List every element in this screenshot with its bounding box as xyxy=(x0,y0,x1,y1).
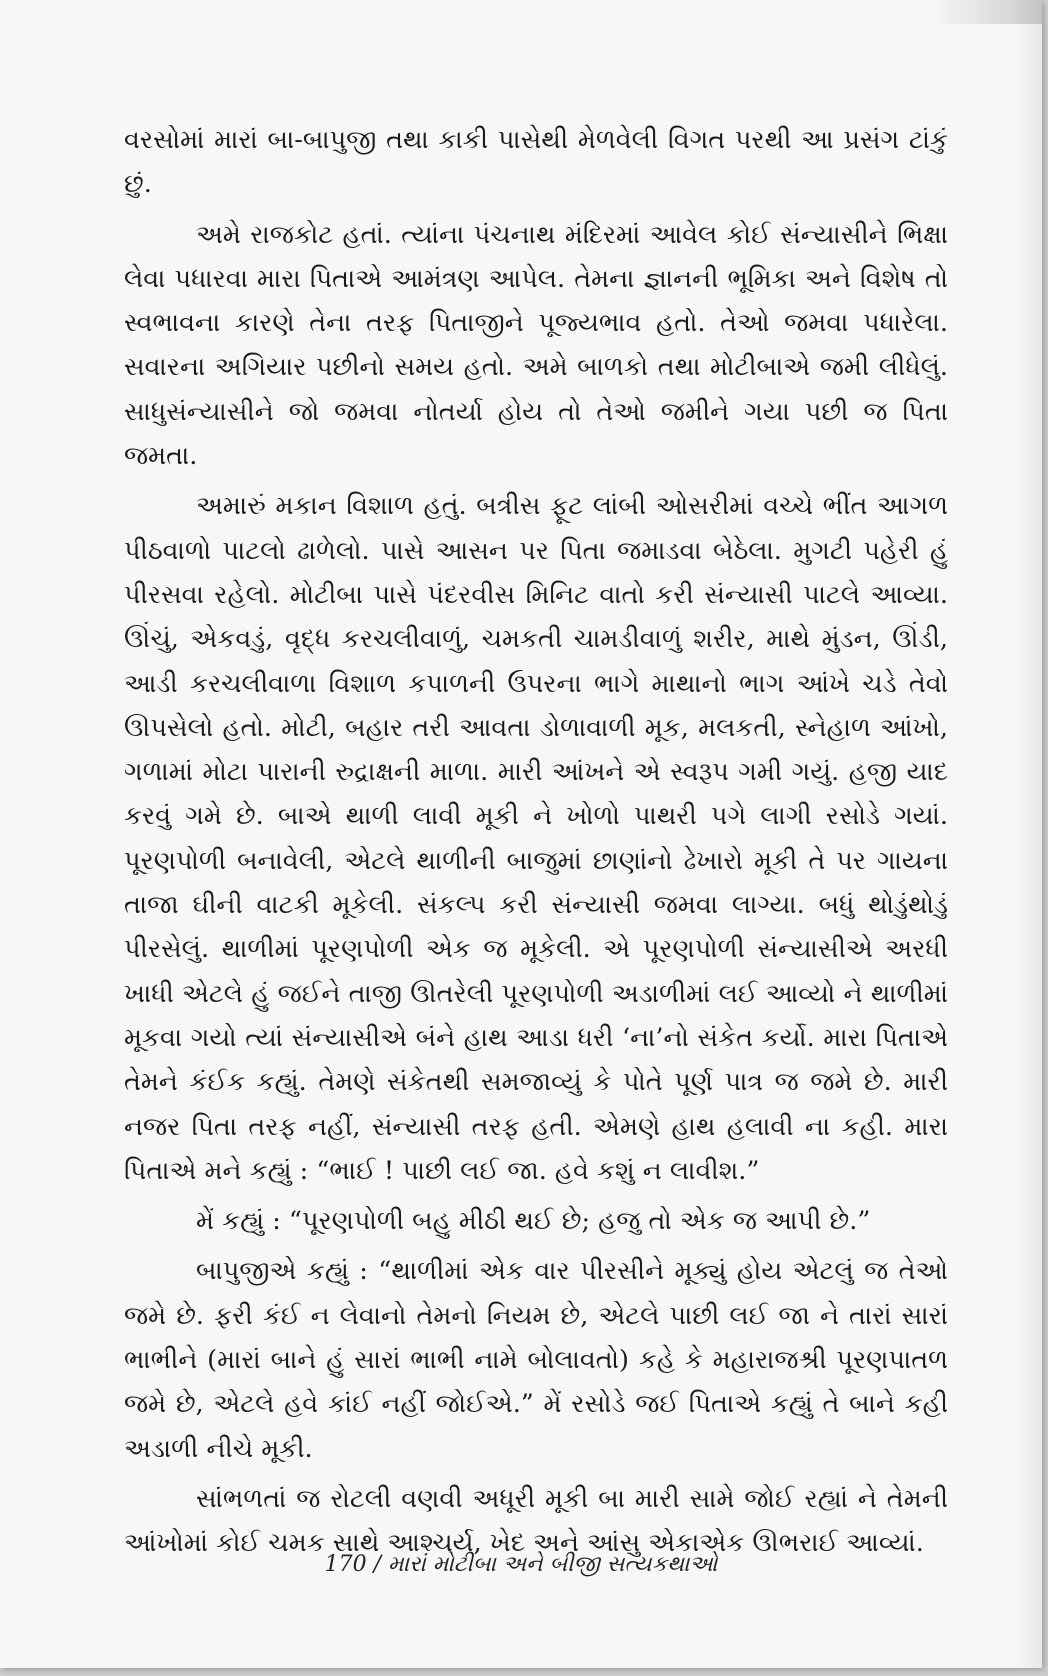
page-edge-shadow xyxy=(1012,0,1042,1668)
body-text xyxy=(124,118,948,1572)
footer-separator: / xyxy=(373,1552,389,1577)
paragraph-rajkot: અમે રાજકોટ હતાં. ત્યાંના પંચનાથ મંદિરમાં આવેલ કોઈ સંન્યાસીને ભિક્ષા લેવા પધારવા મારા પિતાએ આમંત્રણ આપેલ. તેમના જ્ઞાનની ભૂમિકા અને વિશેષ તો સ્વભાવના કારણે તેના તરફ પિતાજીને પૂજ્યભાવ હતો. તેઓ જમવા પધારેલા. સવારના અગિયાર પછીનો સમય હતો. અમે બાળકો તથા મોટીબાએ જમી લીધેલું. સાધુસંન્યાસીને જો જમવા નોતર્યા હોય તો તેઓ જમીને ગયા પછી જ પિતા જમતા. xyxy=(124,219,948,472)
running-title: મારાં મોટીબા અને બીજી સત્યકથાઓ xyxy=(388,1552,718,1577)
page-number: 170 xyxy=(324,1552,367,1577)
paragraph-closing: સાંભળતાં જ રોટલી વણવી અધૂરી મૂકી બા મારી સામે જોઈ રહ્યાં ને તેમની આંખોમાં કોઈ ચમક સાથે આશ્ચર્ય, ખેદ અને આંસુ એકાએક ઊભરાઈ આવ્યાં. xyxy=(124,1483,948,1559)
paragraph-bapuji: બાપુજીએ કહ્યું : “થાળીમાં એક વાર પીરસીને મૂક્યું હોય એટલું જ તેઓ જમે છે. ફરી કંઈ ન લેવાનો તેમનો નિયમ છે, એટલે પાછી લઈ જા ને તારાં સારાં ભાભીને (મારાં બાને હું સારાં ભાભી નામે બોલાવતો) કહે કે મહારાજશ્રી પૂરણપાતળ જમે છે, એટલે હવે કાંઈ નહીં જોઈએ.” મેં રસોડે જઈ પિતાએ કહ્યું તે બાને કહી અડાળી નીચે મૂકી. xyxy=(124,1256,948,1464)
paragraph-dialog-1: મેં કહ્યું : “પૂરણપોળી બહુ મીઠી થઈ છે; હજુ તો એક જ આપી છે.” xyxy=(196,1206,871,1237)
page-footer xyxy=(0,1552,1042,1577)
paragraph-continuation: વરસોમાં મારાં બા-બાપુજી તથા કાકી પાસેથી મેળવેલી વિગત પરથી આ પ્રસંગ ટાંકું છું. xyxy=(124,125,948,200)
paragraph-house: અમારું મકાન વિશાળ હતું. બત્રીસ ફૂટ લાંબી ઓસરીમાં વચ્ચે ભીંત આગળ પીઠવાળો પાટલો ઢાળેલો. પાસે આસન પર પિતા જમાડવા બેઠેલા. મુગટી પહેરી હું પીરસવા રહેલો. મોટીબા પાસે પંદરવીસ મિનિટ વાતો કરી સંન્યાસી પાટલે આવ્યા. ઊંચું, એકવડું, વૃદ્ધ કરચલીવાળું, ચમકતી ચામડીવાળું શરીર, માથે મુંડન, ઊંડી, આડી કરચલીવાળા વિશાળ કપાળની ઉપરના ભાગે માથાનો ભાગ આંખે ચડે તેવો ઊપસેલો હતો. મોટી, બહાર તરી આવતા ડોળાવાળી મૂક, મલકતી, સ્નેહાળ આંખો, ગળામાં મોટા પારાની રુદ્રાક્ષની માળા. મારી આંખને એ સ્વરૂપ ગમી ગયું. હજી યાદ કરવું ગમે છે. બાએ થાળી લાવી મૂકી ને ખોળો પાથરી પગે લાગી રસોડે ગયાં. પૂરણપોળી બનાવેલી, એટલે થાળીની બાજુમાં છાણાંનો ઢેખારો મૂકી તે પર ગાયના તાજા ઘીની વાટકી મૂકેલી. સંકલ્પ કરી સંન્યાસી જમવા લાગ્યા. બધું થોડુંથોડું પીરસેલું. થાળીમાં પૂરણપોળી એક જ મૂકેલી. એ પૂરણપોળી સંન્યાસીએ અરધી ખાધી એટલે હું જઈને તાજી ઊતરેલી પૂરણપોળી અડાળીમાં લઈ આવ્યો ને થાળીમાં મૂકવા ગયો ત્યાં સંન્યાસીએ બંને હાથ આડા ધરી ‘ના’નો સંકેત કર્યો. મારા પિતાએ તેમને કંઈક કહ્યું. તેમણે સંકેતથી સમજાવ્યું કે પોતે પૂર્ણ પાત્ર જ જમે છે. મારી નજર પિતા તરફ નહીં, સંન્યાસી તરફ હતી. એમણે હાથ હલાવી ના કહી. મારા પિતાએ મને કહ્યું : “ભાઈ ! પાછી લઈ જા. હવે કશું ન લાવીશ.” xyxy=(124,491,948,1186)
page-corner-shadow xyxy=(932,0,1042,24)
